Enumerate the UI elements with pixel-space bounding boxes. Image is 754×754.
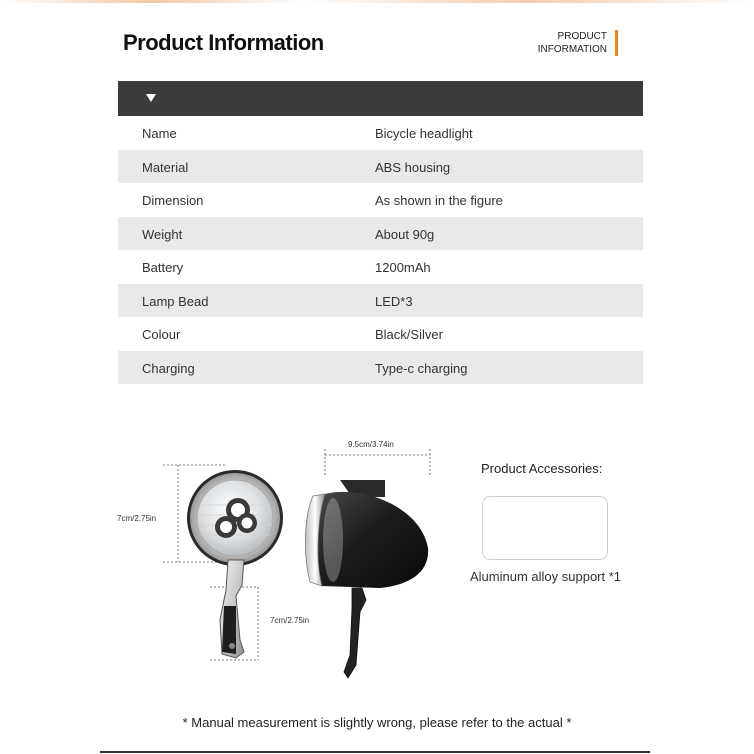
- row-value: As shown in the figure: [375, 193, 503, 208]
- accessory-frame: [482, 496, 608, 560]
- section-tag-line1: PRODUCT: [557, 31, 607, 42]
- accessories-title: Product Accessories:: [481, 461, 603, 476]
- section-tag-line2: INFORMATION: [537, 44, 607, 55]
- row-key: Name: [142, 126, 177, 141]
- row-value: About 90g: [375, 226, 435, 242]
- bottom-divider: [100, 751, 650, 753]
- row-value: Black/Silver: [375, 327, 443, 342]
- headlight-side-view: [305, 480, 428, 678]
- row-key: Dimension: [142, 193, 204, 208]
- row-key: Colour: [142, 327, 181, 342]
- accessory-caption: Aluminum alloy support *1: [470, 569, 622, 584]
- row-value: Bicycle headlight: [375, 126, 473, 141]
- measurement-note: * Manual measurement is slightly wrong, please refer to the actual *: [182, 715, 572, 730]
- row-key: Charging: [142, 360, 195, 376]
- row-value: Type-c charging: [375, 360, 468, 376]
- row-value: 1200mAh: [375, 260, 431, 275]
- row-key: Material: [142, 159, 189, 175]
- row-key: Battery: [142, 260, 184, 275]
- side-width-dimension: [325, 449, 430, 476]
- page-title: Product Information: [123, 30, 324, 55]
- headlight-front-view: [187, 470, 283, 658]
- row-value: ABS housing: [375, 159, 451, 175]
- front-height-label: 7cm/2.75in: [117, 514, 157, 523]
- width-dimension-label: 9.5cm/3.74in: [348, 440, 394, 449]
- row-value: LED*3: [375, 293, 413, 309]
- row-key: Lamp Bead: [142, 293, 209, 309]
- bracket-height-label: 7cm/2.75in: [270, 616, 310, 625]
- row-key: Weight: [142, 226, 183, 242]
